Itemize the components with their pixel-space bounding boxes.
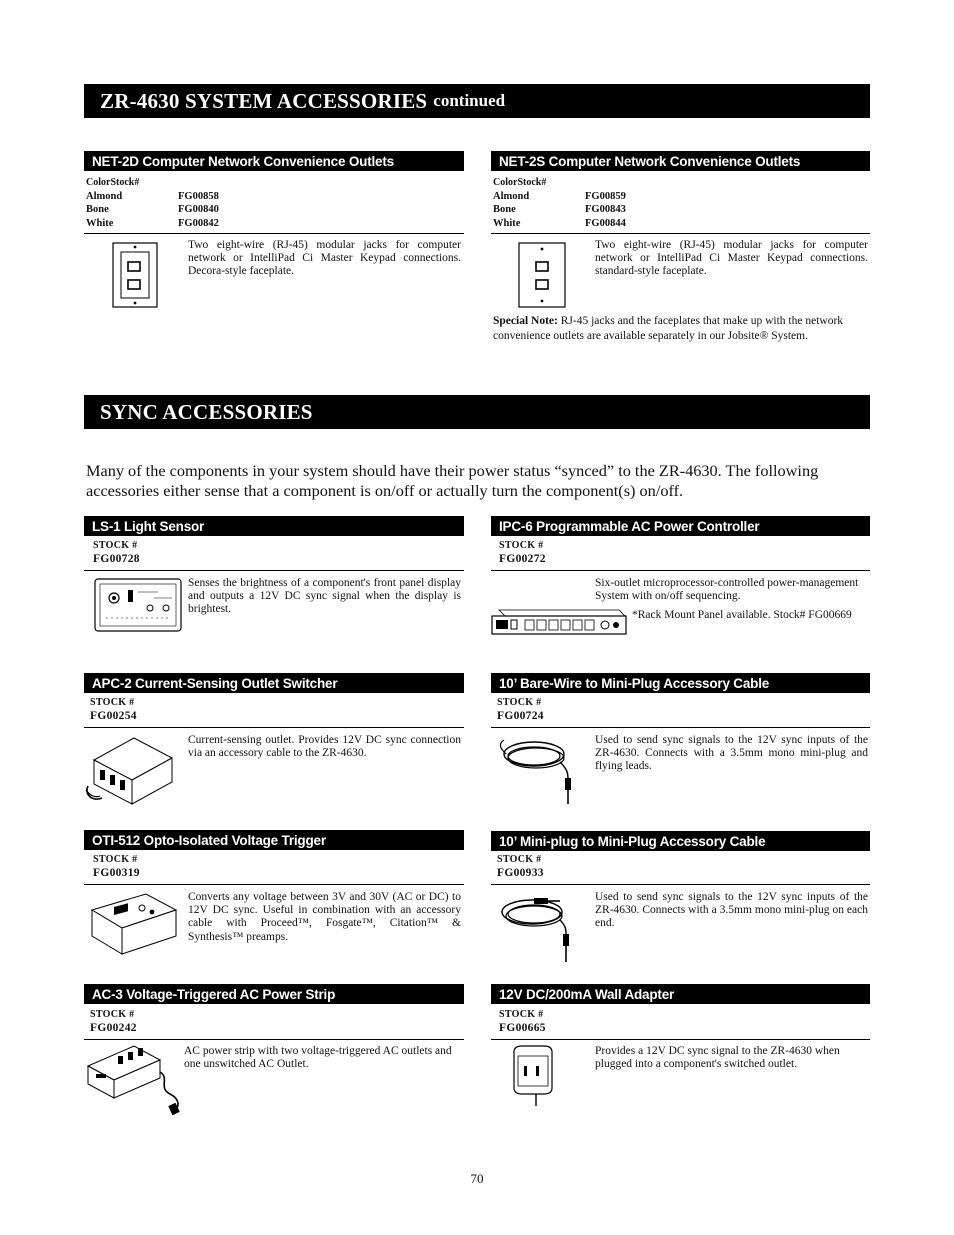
adapter-description: Provides a 12V DC sync signal to the ZR-4630 when plugged into a component's switched outlet. [595,1045,840,1071]
net2s-col-header: ColorStock# [493,177,547,188]
divider [84,727,464,728]
apc2-title: APC-2 Current-Sensing Outlet Switcher [92,675,338,691]
barewire-title: 10’ Bare-Wire to Mini-Plug Accessory Cable [499,675,770,691]
ac3-stock: STOCK # FG00242 [90,1009,137,1034]
sync-intro: Many of the components in your system should have their power status “synced” to the ZR-4630. The following accessories either sense that a component is on/off or actually turn the component(s) on/off. [86,461,819,500]
divider [84,1039,464,1040]
net2d-title-bar [84,151,464,171]
page-number: 70 [470,1171,484,1186]
ac3-title-bar [84,984,464,1004]
divider [84,233,464,234]
net2s-description: Two eight-wire (RJ-45) modular jacks for computer network or IntelliPad Ci Master Keypad connections. standard-style faceplate. [595,239,868,278]
divider [491,233,870,234]
adapter-title-bar [491,984,870,1004]
table-row: Almond FG00859 [493,190,626,202]
wall-adapter-image [508,1044,556,1108]
apc2-outlet-switcher-image [84,732,180,808]
ls1-stock: STOCK # FG00728 [93,540,140,565]
apc2-title-bar [84,673,464,693]
net2d-description: Two eight-wire (RJ-45) modular jacks for computer network or IntelliPad Ci Master Keypad connections. Decora-style faceplate. [188,239,461,278]
net2s-title: NET-2S Computer Network Convenience Outlets [499,153,801,169]
barewire-cable-image [496,732,580,808]
sync-title: SYNC ACCESSORIES [100,399,313,424]
oti512-voltage-trigger-image [88,890,180,958]
ipc6-stock: STOCK # FG00272 [499,540,546,565]
standard-faceplate-image [518,242,566,308]
decora-faceplate-image [112,242,158,308]
oti512-description: Converts any voltage between 3V and 30V (AC or DC) to 12V DC sync. Useful in combination with an accessory cable with Proceed™, Fosgate™, Citation™ & Synthesis™ preamps. [188,891,461,943]
ls1-title-bar [84,516,464,536]
miniplug-title: 10’ Mini-plug to Mini-Plug Accessory Cable [499,833,766,849]
miniplug-stock: STOCK # FG00933 [497,854,544,879]
net2s-color-table [493,176,626,230]
table-row: Bone FG00840 [86,204,219,215]
section-subtitle: continued [433,91,506,110]
ipc6-description: Six-outlet microprocessor-controlled power-management System with on/off sequencing. [595,577,859,603]
oti512-stock: STOCK # FG00319 [93,854,140,879]
section-title: ZR-4630 SYSTEM ACCESSORIES [100,88,428,113]
divider [491,570,870,571]
miniplug-cable-image [496,890,580,966]
ipc6-rack-note: *Rack Mount Panel available. Stock# FG00669 [632,609,852,621]
barewire-title-bar [491,673,870,693]
ls1-light-sensor-image [94,578,182,632]
adapter-stock: STOCK # FG00665 [499,1009,546,1034]
ac3-description: AC power strip with two voltage-triggered AC outlets and one unswitched AC Outlet. [184,1045,452,1071]
ls1-description: Senses the brightness of a component's front panel display and outputs a 12V DC sync signal when the display is brightest. [188,577,461,616]
special-note [493,314,870,344]
ipc6-title: IPC-6 Programmable AC Power Controller [499,518,760,534]
apc2-stock: STOCK # FG00254 [90,697,137,722]
table-row: Bone FG00843 [493,204,626,215]
special-note-label: Special Note: [493,315,558,327]
ipc6-title-bar [491,516,870,536]
oti512-title: OTI-512 Opto-Isolated Voltage Trigger [92,832,326,848]
miniplug-title-bar [491,831,870,851]
adapter-title: 12V DC/200mA Wall Adapter [499,986,675,1002]
section-banner-accessories [84,84,870,118]
divider [84,570,464,571]
ac3-power-strip-image [84,1042,184,1118]
net2d-color-table [86,176,219,230]
divider [84,884,464,885]
divider [491,884,870,885]
ipc6-power-controller-image [491,604,627,636]
net2d-title: NET-2D Computer Network Convenience Outlets [92,153,394,169]
special-note-text: RJ-45 jacks and the faceplates that make up with the network convenience outlets are available separately in our Jobsite® System. [493,315,844,342]
ac3-title: AC-3 Voltage-Triggered AC Power Strip [92,986,336,1002]
miniplug-description: Used to send sync signals to the 12V sync inputs of the ZR-4630. Connects with a 3.5mm mono mini-plug on each end. [595,891,868,930]
table-row: Almond FG00858 [86,190,219,202]
oti512-title-bar [84,830,464,850]
divider [491,1039,870,1040]
net2s-title-bar [491,151,870,171]
net2d-col-header: ColorStock# [86,177,140,188]
table-row: White FG00842 [86,217,219,229]
table-row: White FG00844 [493,217,626,229]
ls1-title: LS-1 Light Sensor [92,518,205,534]
apc2-description: Current-sensing outlet. Provides 12V DC sync connection via an accessory cable to the ZR-4630. [188,734,461,760]
section-banner-sync [84,395,870,429]
barewire-stock: STOCK # FG00724 [497,697,544,722]
divider [491,727,870,728]
barewire-description: Used to send sync signals to the 12V sync inputs of the ZR-4630. Connects with a 3.5mm mono mini-plug and flying leads. [595,734,868,773]
